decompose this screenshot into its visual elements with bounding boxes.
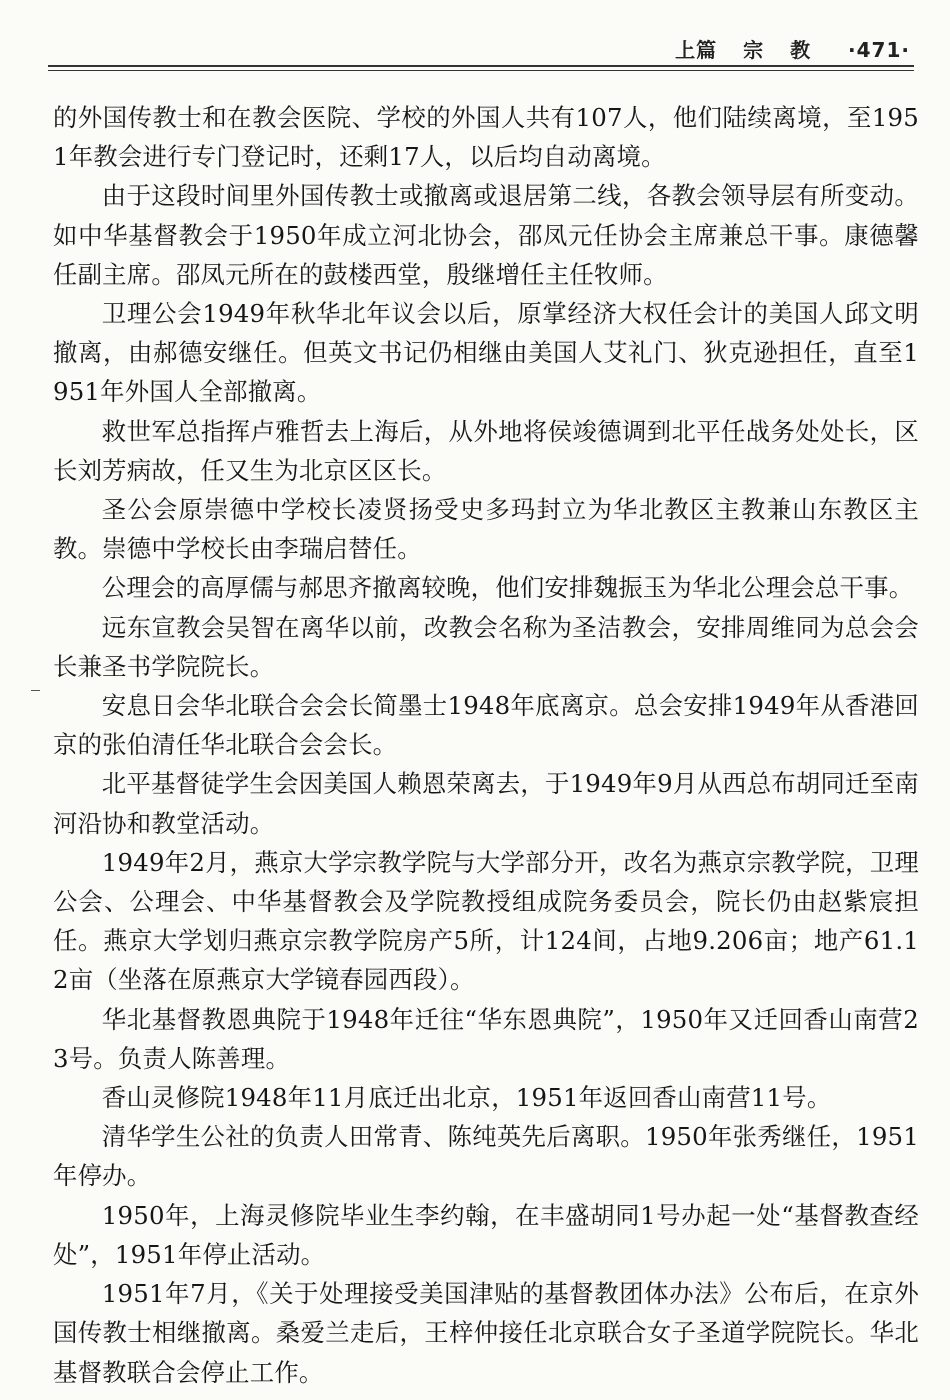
paragraph-salvation-army: 救世军总指挥卢雅哲去上海后，从外地将侯竣德调到北平任战务处处长，区长刘芳病故，任又生为北京区区长。 [53,416,919,485]
paragraph-spiritual-retreat: 香山灵修院1948年11月底迁出北京，1951年返回香山南营11号。 [101,1083,832,1113]
paragraph-oriental-mission: 远东宣教会吴智在离华以前，改教会名称为圣洁教会，安排周维同为总会会长兼圣书学院院长。 [53,612,919,681]
paragraph-adventist: 安息日会华北联合会会长简墨士1948年底离京。总会安排1949年从香港回京的张伯清任华北联合会会长。 [53,691,919,760]
body-text [53,98,919,1392]
header-rule-thin [48,70,914,71]
header-section-title: 上篇 [675,38,718,62]
paragraph-yenching-school: 1949年2月，燕京大学宗教学院与大学部分开，改名为燕京宗教学院，卫理公会、公理会、中华基督教会及学院教授组成院务委员会，院长仍由赵紫宸担任。燕京大学划归燕京宗教学院房产5所，计124间，占地9.206亩；地产61.12亩（坐落在原燕京大学镜春园西段）。 [53,847,919,995]
paragraph-continued: 的外国传教士和在教会医院、学校的外国人共有107人，他们陆续离境，至1951年教会进行专门登记时，还剩17人，以后均自动离境。 [53,103,919,172]
page-number: ·471· [848,38,910,62]
paragraph-leadership-changes: 由于这段时间里外国传教士或撤离或退居第二线，各教会领导层有所变动。如中华基督教会于1950年成立河北协会，邵凤元任协会主席兼总干事。康德馨任副主席。邵凤元所在的鼓楼西堂，殷继增任主任牧师。 [53,181,919,289]
margin-tick-mark [31,690,40,691]
running-header [40,34,910,60]
paragraph-tsinghua-fellowship: 清华学生公社的负责人田常青、陈纯英先后离职。1950年张秀继任，1951年停办。 [53,1122,919,1191]
paragraph-congregational: 公理会的高厚儒与郝思齐撤离较晚，他们安排魏振玉为华北公理会总干事。 [101,573,914,603]
header-rule-thick [48,65,914,67]
paragraph-1951-measures: 1951年7月，《关于处理接受美国津贴的基督教团体办法》公布后，在京外国传教士相继撤离。桑爱兰走后，王梓仲接任北京联合女子圣道学院院长。华北基督教联合会停止工作。 [53,1279,919,1387]
header-topic-title: 宗 教 [743,38,821,62]
paragraph-bible-study-office: 1950年，上海灵修院毕业生李约翰，在丰盛胡同1号办起一处“基督教查经处”，1951年停止活动。 [53,1200,919,1269]
paragraph-anglican: 圣公会原崇德中学校长凌贤扬受史多玛封立为华北教区主教兼山东教区主教。崇德中学校长由李瑞启替任。 [53,495,919,564]
paragraph-methodist: 卫理公会1949年秋华北年议会以后，原掌经济大权任会计的美国人邱文明撤离，由郝德安继任。但英文书记仍相继由美国人艾礼门、狄克逊担任，直至1951年外国人全部撤离。 [53,299,919,407]
paragraph-grace-institute: 华北基督教恩典院于1948年迁往“华东恩典院”，1950年又迁回香山南营23号。负责人陈善理。 [53,1004,919,1073]
paragraph-student-association: 北平基督徒学生会因美国人赖恩荣离去，于1949年9月从西总布胡同迁至南河沿协和教堂活动。 [53,769,919,838]
